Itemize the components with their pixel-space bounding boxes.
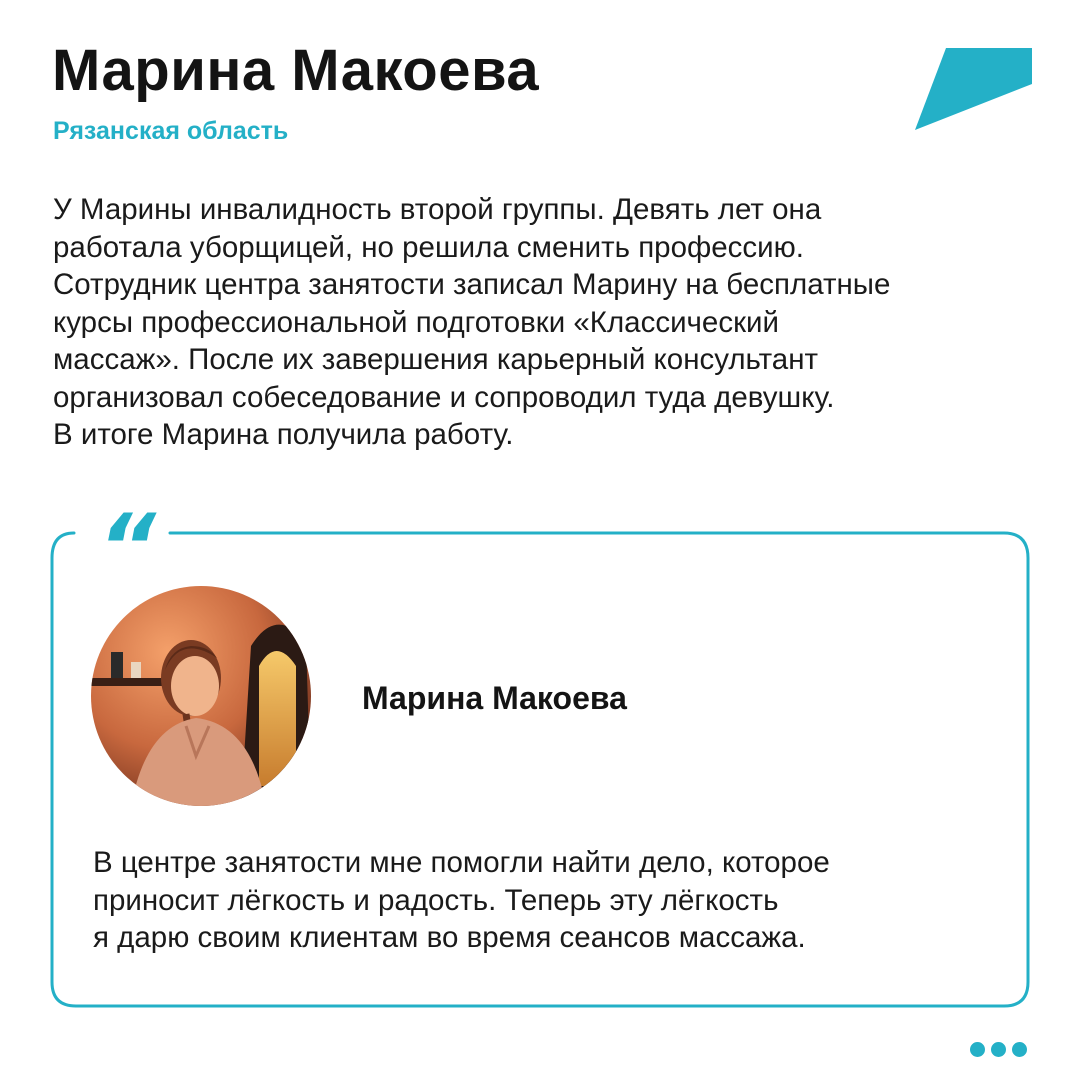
portrait-photo [91, 586, 311, 806]
avatar [91, 586, 311, 806]
three-dots-icon [970, 1042, 1027, 1057]
quote-author-name: Марина Макоева [362, 680, 627, 716]
pager-dot [991, 1042, 1006, 1057]
region-label: Рязанская область [53, 117, 289, 145]
quote-text: В центре занятости мне помогли найти дело, которое приносит лёгкость и радость. Теперь эту лёгкость я дарю своим клиентам во время сеансов массажа. [93, 846, 830, 954]
description-text: У Марины инвалидность второй группы. Девять лет она работала уборщицей, но решила сменить профессию. Сотрудник центра занятости записал Марину на бесплатные курсы профессиональной подготовки «Классический массаж». После их завершения карьерный консультант организовал собеседование и сопроводил туда девушку. В итоге Марина получила работу. [53, 193, 891, 451]
page-title: Марина Макоева [52, 38, 540, 103]
pager-dot [1012, 1042, 1027, 1057]
pager-dot [970, 1042, 985, 1057]
quote-mark-icon: “ [98, 495, 156, 600]
parallelogram-accent-icon [912, 48, 1032, 132]
